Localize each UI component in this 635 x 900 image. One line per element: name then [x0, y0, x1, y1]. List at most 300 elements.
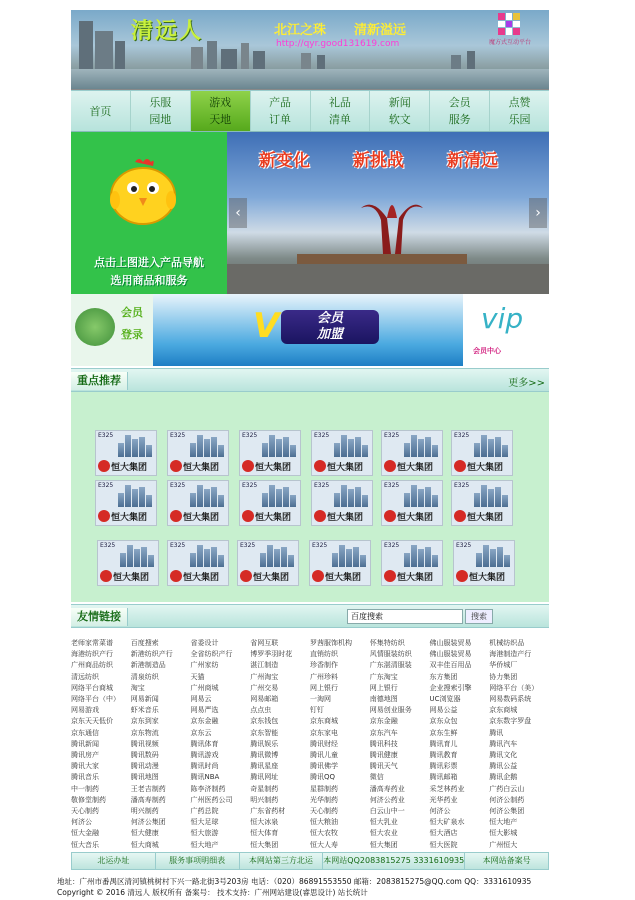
friend-link[interactable]: 广州商品纺织: [71, 661, 113, 670]
product-code: E325: [242, 432, 258, 439]
friend-link[interactable]: 广东淘宝: [369, 672, 398, 681]
friend-link[interactable]: 怀集特纺织: [369, 639, 405, 647]
header-banner: [71, 10, 549, 90]
footer-nav-item[interactable]: 服务事项明细表: [156, 853, 240, 869]
friend-link[interactable]: 新港制造品: [130, 661, 166, 670]
friend-link[interactable]: 广州恒大: [489, 840, 518, 849]
product-tile[interactable]: [97, 540, 159, 586]
product-brand: 恒大集团: [255, 513, 292, 523]
site-url[interactable]: http://qyr.good131619.com: [276, 39, 400, 49]
brand-logo-icon: [456, 570, 468, 582]
friend-link[interactable]: 何济公集团: [489, 807, 525, 816]
friend-link[interactable]: 京东到家: [130, 717, 159, 726]
brand-logo-icon: [242, 460, 254, 472]
featured-title: 重点推荐: [71, 372, 128, 390]
join-title-1: 会员: [316, 311, 343, 326]
product-brand: 恒大集团: [467, 463, 504, 473]
friend-link[interactable]: 网络平台（美）: [489, 683, 539, 692]
product-brand: 恒大集团: [183, 463, 220, 473]
friend-link[interactable]: 清远纺织: [71, 672, 99, 681]
friend-link[interactable]: 网易云: [190, 695, 212, 704]
product-code: E325: [314, 432, 330, 439]
friend-link[interactable]: 恒大乳业: [369, 818, 398, 827]
friend-link[interactable]: 腾讯教育: [429, 751, 458, 760]
product-tile[interactable]: [167, 430, 229, 476]
friend-link[interactable]: 广药白云山: [489, 784, 525, 793]
friend-link[interactable]: 腾讯邮箱: [429, 773, 458, 782]
product-brand: 恒大集团: [111, 463, 148, 473]
brand-logo-icon: [98, 510, 110, 522]
building-image: [334, 435, 368, 457]
product-code: E325: [98, 432, 114, 439]
product-brand: 恒大集团: [469, 573, 506, 583]
product-tile[interactable]: [167, 480, 229, 526]
friend-link[interactable]: 网络平台商城: [71, 683, 113, 692]
friend-link[interactable]: 广药总院: [190, 807, 219, 816]
friend-link[interactable]: 腾讯游戏: [190, 751, 219, 760]
friend-link[interactable]: 恒大商城: [130, 840, 159, 849]
friend-link[interactable]: 网络平台（中）: [71, 695, 120, 704]
friend-link[interactable]: 腾讯: [489, 728, 504, 737]
friend-link[interactable]: 微信: [369, 773, 384, 782]
friend-link[interactable]: 风情服装纺织: [369, 650, 412, 659]
friend-link[interactable]: 罗茜服饰机构: [310, 639, 352, 647]
friend-link[interactable]: 敬修堂制药: [71, 795, 106, 804]
product-tile[interactable]: [167, 540, 229, 586]
product-code: E325: [240, 542, 256, 549]
nav-label: 订单: [269, 113, 292, 126]
brand-logo-icon: [454, 510, 466, 522]
friend-link[interactable]: 何济公制药: [489, 795, 525, 804]
product-tile[interactable]: [311, 430, 373, 476]
friend-link[interactable]: 光华药业: [429, 795, 458, 804]
product-tile[interactable]: [381, 430, 443, 476]
member-login-title-2: 登录: [121, 328, 143, 341]
building-image: [190, 435, 224, 457]
featured-header: [71, 368, 549, 392]
friend-link[interactable]: 天猫: [190, 672, 205, 681]
friend-link[interactable]: 腾讯视频: [130, 739, 159, 748]
friend-link[interactable]: 腾讯文化: [489, 751, 518, 760]
product-brand: 恒大集团: [183, 573, 220, 583]
product-code: E325: [456, 542, 472, 549]
friend-link[interactable]: 京东商城: [489, 706, 518, 715]
brand-logo-icon: [170, 460, 182, 472]
friend-link[interactable]: 南德地图: [369, 695, 398, 704]
friend-link[interactable]: 机械纺织品: [489, 639, 525, 647]
friend-link[interactable]: 腾讯健康: [369, 751, 398, 760]
member-login-banner[interactable]: [71, 294, 153, 366]
friend-link[interactable]: 天心制药: [310, 807, 338, 816]
product-code: E325: [170, 482, 186, 489]
friend-link[interactable]: 恒大农牧: [310, 829, 338, 838]
building-image: [118, 485, 152, 507]
product-tile[interactable]: [451, 480, 513, 526]
friend-link[interactable]: 腾讯体育: [190, 739, 219, 748]
friend-link[interactable]: 中一制药: [71, 784, 99, 793]
friend-link[interactable]: 白云山中一: [369, 807, 405, 816]
product-tile[interactable]: [381, 480, 443, 526]
product-code: E325: [98, 482, 114, 489]
friend-link[interactable]: 清泉纺织: [130, 672, 159, 681]
friend-link[interactable]: 海港制造产行: [489, 650, 532, 659]
friend-link[interactable]: 恒大冰泉: [250, 818, 279, 827]
friend-link[interactable]: 东方集团: [429, 672, 458, 681]
friend-link[interactable]: 腾讯网址: [250, 773, 279, 782]
footer-copyright: Copyright © 2016 清远人 版权所有 备案号： 技术支持：广州网站建设(睿思设计) 站长统计: [57, 888, 368, 897]
nav-like-park[interactable]: [490, 91, 549, 131]
brand-logo-icon: [454, 460, 466, 472]
friend-link[interactable]: 广州家纺: [190, 661, 219, 670]
nav-label: 软文: [388, 113, 411, 126]
product-code: E325: [170, 432, 186, 439]
friend-link[interactable]: 网易数码系统: [489, 695, 532, 704]
friend-link[interactable]: 网易创业服务: [369, 706, 412, 715]
friend-link[interactable]: 腾讯时尚: [190, 762, 219, 771]
nav-games[interactable]: [191, 91, 251, 131]
friend-link[interactable]: 虾米音乐: [130, 706, 159, 715]
friend-link[interactable]: 网上银行: [310, 683, 338, 692]
product-brand: 恒大集团: [253, 573, 290, 583]
friend-link[interactable]: 京东智能: [250, 728, 279, 737]
friend-link[interactable]: 网易严选: [190, 706, 219, 715]
nav-home[interactable]: [71, 91, 131, 131]
footer-nav-item[interactable]: 本网站备案号: [482, 856, 531, 865]
friend-link[interactable]: 京东家电: [310, 728, 338, 737]
product-code: E325: [454, 482, 470, 489]
friend-link[interactable]: 恒大粮油: [310, 818, 338, 827]
product-code: E325: [312, 542, 328, 549]
friend-link[interactable]: 恒大矿泉水: [429, 818, 465, 827]
product-tile[interactable]: [453, 540, 515, 586]
friend-link[interactable]: 奇星制药: [250, 784, 279, 793]
nav-label: 新闻: [388, 96, 411, 109]
member-login-title-1: 会员: [121, 306, 143, 319]
friend-link[interactable]: 京东数字罗盘: [489, 717, 532, 726]
friend-link[interactable]: 广东湛清服装: [369, 661, 412, 670]
friend-link[interactable]: 腾讯微博: [250, 751, 279, 760]
friend-link[interactable]: 博罗季羽时花: [250, 650, 293, 659]
product-brand: 恒大集团: [327, 513, 364, 523]
friend-link[interactable]: 省委设计: [190, 639, 219, 647]
nav-label: 礼品: [328, 96, 351, 109]
friend-link[interactable]: 陈李济制药: [190, 784, 226, 793]
friend-links-header: [71, 604, 549, 628]
friend-link[interactable]: 腾讯新闻: [71, 739, 99, 748]
friend-link[interactable]: 京东生鲜: [429, 728, 458, 737]
friend-link[interactable]: 广州商城: [190, 683, 219, 692]
friend-link[interactable]: 网易公益: [429, 706, 458, 715]
footer-nav-item[interactable]: 北运办址: [72, 853, 156, 869]
friend-link[interactable]: 恒大地产: [489, 818, 518, 827]
friend-link[interactable]: 腾讯佛学: [310, 762, 338, 771]
product-tile[interactable]: [237, 540, 299, 586]
guide-caption-line1: 点击上图进入产品导航: [94, 256, 204, 269]
join-title-2: 加盟: [316, 327, 343, 342]
friend-link[interactable]: 恒大影城: [489, 829, 518, 838]
friend-link[interactable]: 京东云: [190, 728, 212, 737]
product-guide-banner[interactable]: [71, 132, 227, 294]
hero-title-3: 新清远: [447, 151, 498, 171]
friend-link[interactable]: 腾讯数码: [130, 751, 159, 760]
product-tile[interactable]: [239, 480, 301, 526]
nav-gift-list[interactable]: [311, 91, 371, 131]
product-tile[interactable]: [381, 540, 443, 586]
friend-link[interactable]: 腾讯地图: [130, 773, 159, 782]
friend-link[interactable]: 腾讯公益: [489, 762, 518, 771]
friend-link[interactable]: 何济公药业: [369, 795, 405, 804]
friend-link[interactable]: UC浏览器: [429, 695, 461, 704]
friend-link[interactable]: 腾讯财经: [310, 739, 338, 748]
friend-link[interactable]: 何济公集团: [130, 818, 166, 827]
friend-link[interactable]: 恒大旅游: [190, 829, 219, 838]
building-image: [404, 485, 438, 507]
friend-link[interactable]: 广州交易: [250, 683, 279, 692]
friend-links-grid: [71, 638, 549, 850]
brand-logo-icon: [170, 510, 182, 522]
product-brand: 恒大集团: [397, 463, 434, 473]
product-tile[interactable]: [451, 430, 513, 476]
product-code: E325: [170, 542, 186, 549]
friend-link[interactable]: 淘宝: [130, 683, 145, 692]
product-tile[interactable]: [95, 480, 157, 526]
footer-nav-item[interactable]: 本网站QQ2083815275 3331610935: [323, 853, 465, 869]
friend-link[interactable]: 钉钉: [310, 706, 324, 715]
site-brand: 清远人: [131, 19, 204, 44]
brand-logo-icon: [98, 460, 110, 472]
friend-link[interactable]: 一淘网: [310, 695, 331, 704]
member-join-badge: [281, 310, 379, 344]
friend-link[interactable]: 京东金融: [190, 717, 219, 726]
friend-link[interactable]: 百度搜索: [130, 639, 159, 647]
nav-product-orders[interactable]: [251, 91, 311, 131]
product-code: E325: [314, 482, 330, 489]
friend-link[interactable]: 腾讯动漫: [130, 762, 159, 771]
brand-logo-icon: [312, 570, 324, 582]
friend-link[interactable]: 佛山服装贸易: [429, 639, 472, 647]
product-code: E325: [454, 432, 470, 439]
slider-prev-button[interactable]: ‹: [229, 198, 247, 228]
building-image: [476, 545, 510, 567]
friend-link[interactable]: 佛山服装贸易: [429, 650, 472, 659]
friend-link[interactable]: 海港纺织产行: [71, 650, 113, 659]
search-button[interactable]: 搜索: [465, 609, 493, 624]
footer-nav-item[interactable]: 本网站第三方北运: [240, 853, 324, 869]
vip-center-banner[interactable]: [463, 294, 549, 366]
product-brand: 恒大集团: [397, 573, 434, 583]
friend-link[interactable]: 恒大农业: [369, 829, 398, 838]
product-brand: 恒大集团: [397, 513, 434, 523]
slogan-right: 清新溢远: [354, 23, 407, 38]
brand-logo-icon: [384, 460, 396, 472]
friend-link[interactable]: 京东众包: [429, 717, 458, 726]
product-code: E325: [384, 542, 400, 549]
building-image: [474, 435, 508, 457]
friend-link[interactable]: 星群制药: [310, 784, 338, 793]
friend-link[interactable]: 明兴制药: [130, 807, 159, 816]
friend-link[interactable]: 广东省药材: [250, 807, 286, 816]
brand-logo-icon: [314, 510, 326, 522]
friend-link[interactable]: 网易新闻: [130, 695, 159, 704]
friend-link[interactable]: 何济公: [429, 807, 451, 816]
friend-link[interactable]: 腾讯房产: [71, 751, 99, 760]
friend-link[interactable]: 何济公: [71, 818, 92, 827]
friend-link[interactable]: 协力集团: [489, 672, 518, 681]
friend-link[interactable]: 华侨城厂: [489, 661, 518, 670]
brand-logo-icon: [170, 570, 182, 582]
friend-link[interactable]: 潘高寿药业: [369, 784, 405, 793]
brand-logo-icon: [240, 570, 252, 582]
friend-link[interactable]: 恒大金融: [71, 829, 99, 838]
friend-link[interactable]: 恒大人寿: [310, 840, 338, 849]
vip-caption: 会员中心: [473, 347, 501, 355]
hero-title-2: 新挑战: [353, 151, 404, 171]
friend-link[interactable]: 腾讯天气: [369, 762, 398, 771]
friend-link[interactable]: 腾讯彩票: [429, 762, 458, 771]
search-input[interactable]: [347, 609, 463, 624]
friend-link[interactable]: 光华制药: [310, 795, 338, 804]
friend-link[interactable]: 珍香制作: [310, 661, 338, 670]
building-image: [262, 435, 296, 457]
friend-link[interactable]: 腾讯科技: [369, 739, 398, 748]
friend-link[interactable]: 京东物流: [130, 728, 159, 737]
friend-link[interactable]: 京东汽车: [369, 728, 398, 737]
v-mark-icon: V: [253, 306, 280, 346]
vip-logo: vip: [481, 302, 524, 335]
building-image: [404, 435, 438, 457]
friend-link[interactable]: 恒大体育: [250, 829, 279, 838]
footer-nav: [71, 852, 549, 870]
slider-next-button[interactable]: ›: [529, 198, 547, 228]
product-brand: 恒大集团: [327, 463, 364, 473]
nav-member-service[interactable]: [430, 91, 490, 131]
brand-logo-icon: [384, 510, 396, 522]
friend-link[interactable]: 腾讯娱乐: [250, 739, 279, 748]
product-brand: 恒大集团: [183, 513, 220, 523]
product-tile[interactable]: [309, 540, 371, 586]
friend-link[interactable]: 恒大地产: [190, 840, 219, 849]
friend-link[interactable]: 双丰佳百用品: [429, 661, 472, 670]
hero-slider[interactable]: [227, 132, 549, 294]
friend-link[interactable]: 京东商城: [310, 717, 338, 726]
member-join-banner[interactable]: [153, 294, 463, 366]
product-code: E325: [242, 482, 258, 489]
nav-label: 会员: [448, 96, 471, 109]
building-image: [262, 485, 296, 507]
logo-caption: 魔方式互动平台: [489, 39, 532, 46]
friend-link[interactable]: 采芝林药业: [429, 784, 465, 793]
friend-link[interactable]: 网易游戏: [71, 706, 99, 715]
friend-link[interactable]: 网易邮箱: [250, 695, 279, 704]
friend-link[interactable]: 恒大集团: [250, 840, 279, 849]
friend-link[interactable]: 腾讯星座: [250, 762, 279, 771]
friend-link[interactable]: 潘高寿制药: [130, 795, 166, 804]
friend-link[interactable]: 腾讯儿童: [310, 751, 338, 760]
sculpture-image: [357, 188, 427, 254]
friend-link[interactable]: 恒大健康: [130, 829, 159, 838]
friend-links-title: 友情链接: [71, 608, 128, 626]
friend-link[interactable]: 京东钱包: [250, 717, 279, 726]
friend-link[interactable]: 省网互联: [250, 639, 279, 647]
chick-mascot-icon: [107, 156, 179, 226]
friend-link[interactable]: 新港纺织产行: [130, 650, 173, 659]
building-image: [260, 545, 294, 567]
friend-link[interactable]: 企业搜索引擎: [429, 683, 472, 692]
friend-link[interactable]: 京东天天低价: [71, 717, 113, 726]
cube-logo-icon: [498, 13, 520, 35]
building-image: [332, 545, 366, 567]
friend-link[interactable]: 全省纺织产行: [190, 650, 233, 659]
friend-link[interactable]: 广州珍料: [310, 672, 338, 681]
friend-link[interactable]: 腾讯音乐: [71, 773, 99, 782]
friend-link[interactable]: 广州医药公司: [190, 795, 233, 804]
friend-link[interactable]: 点点虫: [250, 706, 272, 715]
friend-link[interactable]: 腾讯企鹅: [489, 773, 518, 782]
brand-logo-icon: [242, 510, 254, 522]
friend-link[interactable]: 湛江制造: [250, 661, 279, 670]
product-brand: 恒大集团: [113, 573, 150, 583]
friend-link[interactable]: 腾讯QQ: [310, 773, 336, 782]
product-tile[interactable]: [95, 430, 157, 476]
friend-link[interactable]: 王老吉制药: [130, 784, 166, 793]
friend-link[interactable]: 天心制药: [71, 807, 99, 816]
guide-caption-line2: 选用商品和服务: [110, 274, 188, 287]
nav-service-garden[interactable]: [131, 91, 191, 131]
product-code: E325: [100, 542, 116, 549]
friend-link[interactable]: 恒大音乐: [71, 840, 99, 849]
friend-link[interactable]: 腾讯汽车: [489, 739, 518, 748]
building-image: [190, 485, 224, 507]
footer-contact: 地址：广州市番禺区清河镇桃树村下兴一路北街3号203房 电话：（020）86891553550 邮箱：2083815275@QQ.com QQ：3331610935: [57, 877, 532, 886]
friend-link[interactable]: 直销纺织: [310, 650, 338, 659]
friend-link[interactable]: 腾讯大家: [71, 762, 99, 771]
friend-link[interactable]: 京东金融: [369, 717, 398, 726]
nav-label: 清单: [328, 113, 351, 126]
friend-link[interactable]: 老师家常菜谱: [71, 639, 113, 647]
friend-link[interactable]: 明兴制药: [250, 795, 279, 804]
friend-link[interactable]: 京东通信: [71, 728, 99, 737]
building-image: [474, 485, 508, 507]
product-tile[interactable]: [311, 480, 373, 526]
friend-link[interactable]: 恒大酒店: [429, 829, 458, 838]
cube-logo[interactable]: [489, 13, 532, 51]
brand-logo-icon: [314, 460, 326, 472]
island-icon: [75, 308, 115, 346]
product-code: E325: [384, 482, 400, 489]
building-image: [120, 545, 154, 567]
friend-link[interactable]: 恒大足球: [190, 818, 219, 827]
brand-logo-icon: [384, 570, 396, 582]
nav-news[interactable]: [370, 91, 430, 131]
nav-label: 产品: [269, 96, 292, 109]
nav-label: 乐服: [149, 96, 172, 109]
friend-link[interactable]: 广州淘宝: [250, 672, 279, 681]
nav-label: 乐园: [508, 113, 531, 126]
featured-more-link[interactable]: 更多>>: [508, 378, 545, 389]
friend-link[interactable]: 网上银行: [369, 683, 398, 692]
slogan-left: 北江之珠: [274, 23, 327, 38]
friend-link[interactable]: 恒大医院: [429, 840, 458, 849]
friend-link[interactable]: 腾讯育儿: [429, 739, 458, 748]
product-code: E325: [384, 432, 400, 439]
nav-label: 点赞: [508, 96, 531, 109]
friend-link[interactable]: 恒大集团: [369, 840, 398, 849]
product-tile[interactable]: [239, 430, 301, 476]
product-brand: 恒大集团: [325, 573, 362, 583]
featured-products: [71, 392, 549, 602]
nav-label: 园地: [149, 113, 172, 126]
friend-link[interactable]: 腾讯NBA: [190, 773, 220, 782]
